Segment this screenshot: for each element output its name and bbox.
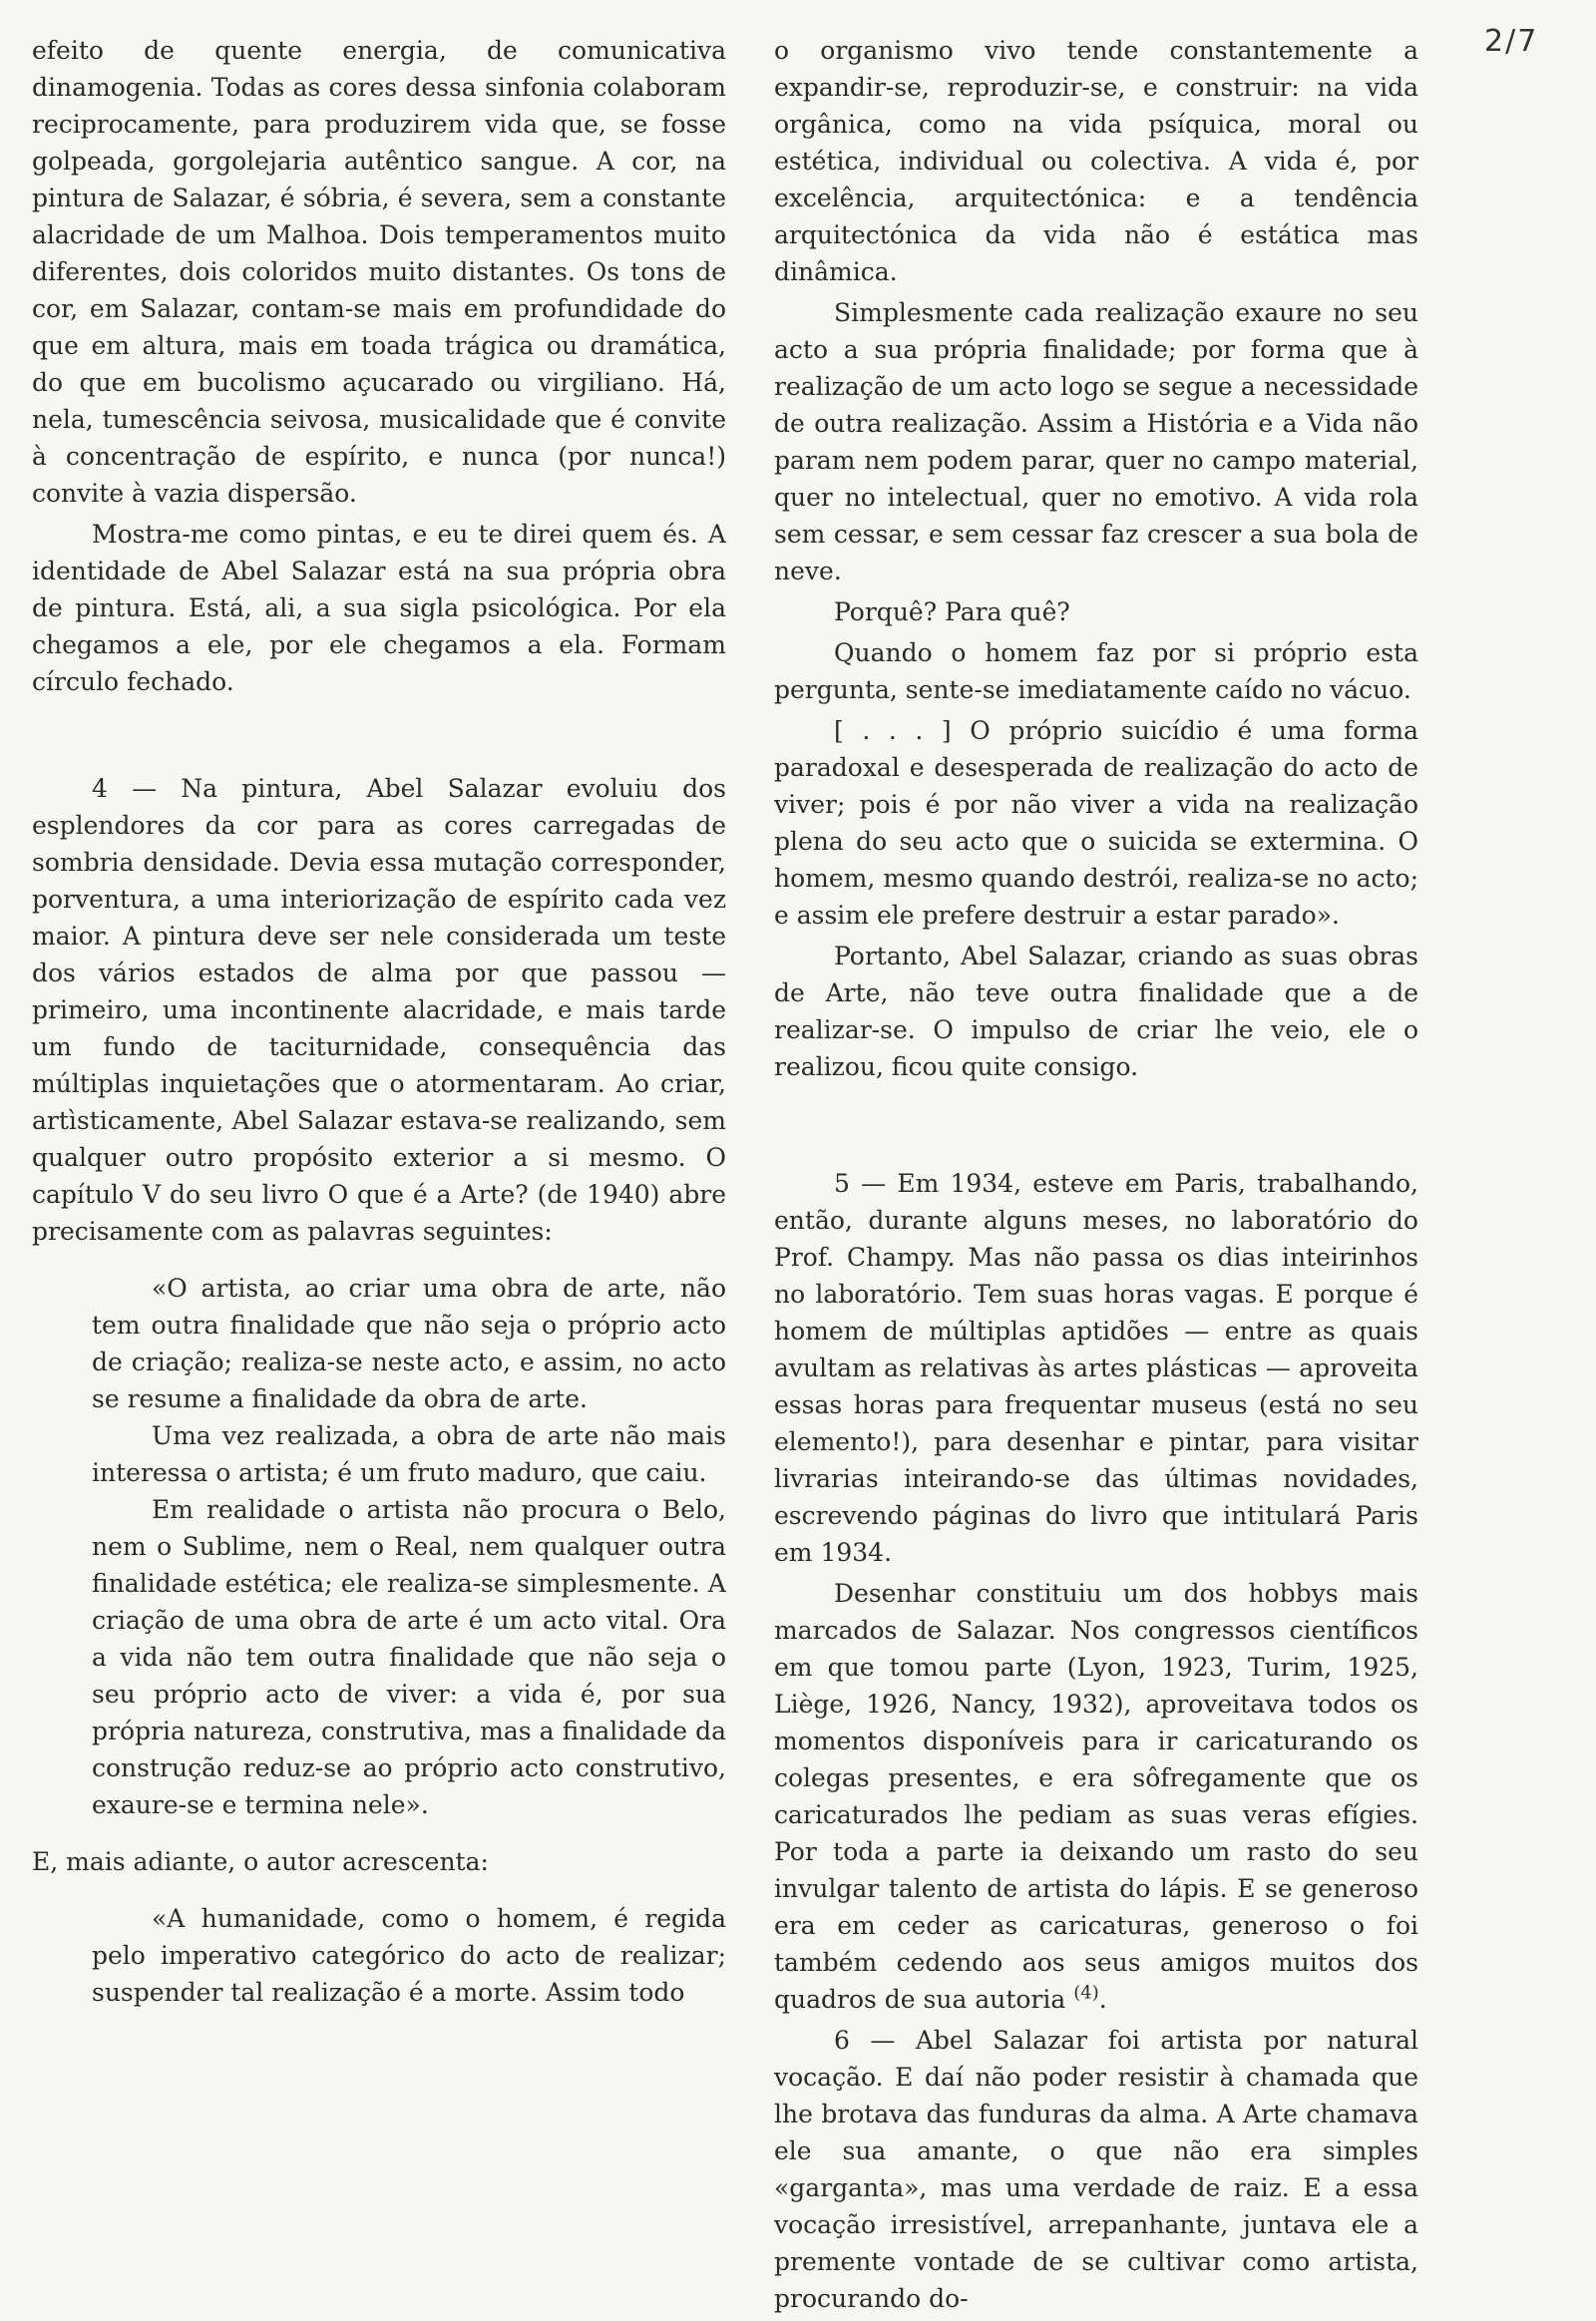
- paragraph: o organismo vivo tende constantemente a expandir-se, reproduzir-se, e construir: na vida orgânica, como na vida psíquica, moral ou estética, individual ou colectiva. A vida é, por excelência, arquitectónica: e a tendência arquitectónica da vida não é estática mas dinâmica.: [774, 36, 1418, 286]
- section-4-paragraph: 4 — Na pintura, Abel Salazar evoluiu dos esplendores da cor para as cores carregadas de sombria densidade. Devia essa mutação corresponder, porventura, a uma interiorização de espírito cada vez maior. A pintura deve ser nele considerada um teste dos vários estados de alma por que passou — primeiro, uma incontinente alacridade, e mais tarde um fundo de taciturnidade, consequência das múltiplas inquietações que o atormentaram. Ao criar, artìsticamente, Abel Salazar estava-se realizando, sem qualquer outro propósito exterior a si mesmo. O capítulo V do seu livro O que é a Arte? (de 1940) abre precisamente com as palavras seguintes:: [32, 774, 726, 1246]
- paragraph-end: .: [1098, 1985, 1107, 2014]
- paragraph: Quando o homem faz por si próprio esta pergunta, sente-se imediatamente caído no vácuo.: [774, 638, 1418, 704]
- quote-paragraph: Em realidade o artista não procura o Belo, nem o Sublime, nem o Real, nem qualquer outra finalidade estética; ele realiza-se simplesmente. A criação de uma obra de arte é um acto vital. Ora a vida não tem outra finalidade que não seja o seu próprio acto de viver: a vida é, por sua própria natureza, construtiva, mas a finalidade da construção reduz-se ao próprio acto construtivo, exaure-se e termina nele».: [92, 1495, 726, 1819]
- footnote-marker: (4): [1073, 1982, 1099, 2004]
- quote-paragraph: «O artista, ao criar uma obra de arte, não tem outra finalidade que não seja o próprio acto de criação; realiza-se neste acto, e assim, no acto se resume a finalidade da obra de arte.: [92, 1274, 726, 1413]
- left-column: [32, 32, 726, 2011]
- section-6-paragraph: 6 — Abel Salazar foi artista por natural vocação. E daí não poder resistir à chamada que lhe brotava das funduras da alma. A Arte chamava ele sua amante, o que não era simples «garganta», mas uma verdade de raiz. E a essa vocação irresistível, arrepanhante, juntava ele a premente vontade de se cultivar como artista, procurando do-: [774, 2026, 1418, 2313]
- quote-paragraph: Uma vez realizada, a obra de arte não mais interessa o artista; é um fruto maduro, que caiu.: [92, 1421, 726, 1487]
- paragraph: [ . . . ] O próprio suicídio é uma forma paradoxal e desesperada de realização do acto de viver; pois é por não viver a vida na realização plena do seu acto que o suicida se extermina. O homem, mesmo quando destrói, realiza-se no acto; e assim ele prefere destruir a estar parado».: [774, 716, 1418, 930]
- paragraph: Porquê? Para quê?: [834, 597, 1070, 626]
- paragraph: Portanto, Abel Salazar, criando as suas obras de Arte, não teve outra finalidade que a de realizar-se. O impulso de criar lhe veio, ele o realizou, ficou quite consigo.: [774, 942, 1418, 1081]
- page-number: 2/7: [1484, 24, 1539, 59]
- section-5-paragraph: 5 — Em 1934, esteve em Paris, trabalhando, então, durante alguns meses, no laboratório do Prof. Champy. Mas não passa os dias inteirinhos no laboratório. Tem suas horas vagas. E porque é homem de múltiplas aptidões — entre as quais avultam as relativas às artes plásticas — aproveita essas horas para frequentar museus (está no seu elemento!), para desenhar e pintar, para visitar livrarias inteirando-se das últimas novidades, escrevendo páginas do livro que intitulará Paris em 1934.: [774, 1169, 1418, 1567]
- paragraph: [774, 1575, 1418, 2018]
- paragraph-text: Desenhar constituiu um dos hobbys mais marcados de Salazar. Nos congressos científicos em que tomou parte (Lyon, 1923, Turim, 1925, Liège, 1926, Nancy, 1932), aproveitava todos os momentos disponíveis para ir caricaturando os colegas presentes, e era sôfregamente que os caricaturados lhe pediam as suas veras efígies. Por toda a parte ia deixando um rasto do seu invulgar talento de artista do lápis. E se generoso era em ceder as caricaturas, generoso o foi também cedendo aos seus amigos muitos dos quadros de sua autoria: [774, 1579, 1418, 2014]
- paragraph: E, mais adiante, o autor acrescenta:: [32, 1847, 489, 1876]
- paragraph: Simplesmente cada realização exaure no seu acto a sua própria finalidade; por forma que à realização de um acto logo se segue a necessidade de outra realização. Assim a História e a Vida não param nem podem parar, quer no campo material, quer no intelectual, quer no emotivo. A vida rola sem cessar, e sem cessar faz crescer a sua bola de neve.: [774, 298, 1418, 585]
- paragraph: efeito de quente energia, de comunicativa dinamogenia. Todas as cores dessa sinfonia colaboram reciprocamente, para produzirem vida que, se fosse golpeada, gorgolejaria autêntico sangue. A cor, na pintura de Salazar, é sóbria, é severa, sem a constante alacridade de um Malhoa. Dois temperamentos muito diferentes, dois coloridos muito distantes. Os tons de cor, em Salazar, contam-se mais em profundidade do que em altura, mais em toada trágica ou dramática, do que em bucolismo açucarado ou virgiliano. Há, nela, tumescência seivosa, musicalidade que é convite à concentração de espírito, e nunca (por nunca!) convite à vazia dispersão.: [32, 36, 726, 508]
- quote-paragraph: «A humanidade, como o homem, é regida pelo imperativo categórico do acto de realizar; suspender tal realização é a morte. Assim todo: [92, 1904, 726, 2007]
- paragraph: Mostra-me como pintas, e eu te direi quem és. A identidade de Abel Salazar está na sua própria obra de pintura. Está, ali, a sua sigla psicológica. Por ela chegamos a ele, por ele chegamos a ela. Formam círculo fechado.: [32, 520, 726, 696]
- right-column: [774, 32, 1418, 2321]
